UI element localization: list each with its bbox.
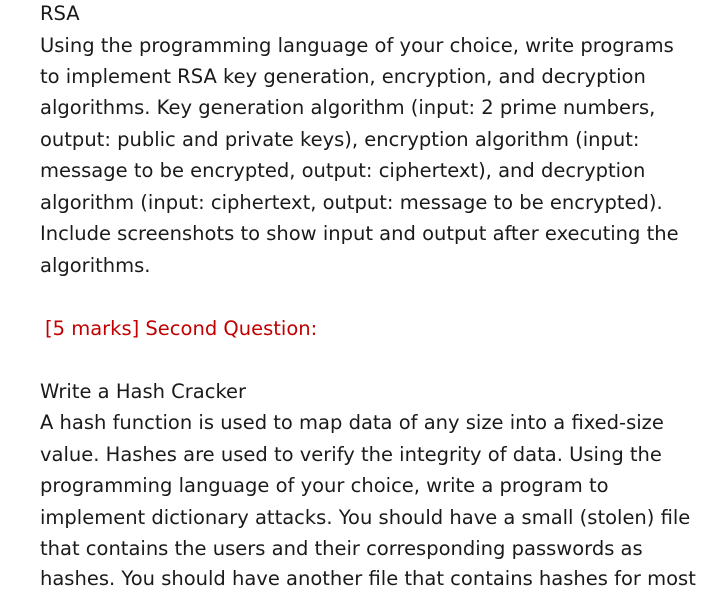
paragraph-line: to implement RSA key generation, encryption, and decryption xyxy=(40,65,646,88)
paragraph-line: Include screenshots to show input and output after executing the xyxy=(40,222,679,245)
paragraph-line: A hash function is used to map data of any size into a fixed-size xyxy=(40,411,664,434)
question-heading: [5 marks] Second Question: xyxy=(45,317,318,340)
paragraph-line: that contains the users and their corresponding passwords as xyxy=(40,537,643,560)
paragraph-line: Using the programming language of your choice, write programs xyxy=(40,34,674,57)
paragraph-line: implement dictionary attacks. You should have a small (stolen) file xyxy=(40,506,691,529)
section-title-rsa: RSA xyxy=(40,2,80,25)
paragraph-line: output: public and private keys), encryption algorithm (input: xyxy=(40,128,640,151)
paragraph-line: algorithms. xyxy=(40,254,151,277)
paragraph-line: message to be encrypted, output: ciphertext), and decryption xyxy=(40,159,646,182)
paragraph-line: value. Hashes are used to verify the integrity of data. Using the xyxy=(40,443,662,466)
paragraph-line-partial: hashes. You should have another file that contains hashes for most xyxy=(40,567,696,590)
section-title-hash-cracker: Write a Hash Cracker xyxy=(40,380,247,403)
paragraph-line: algorithm (input: ciphertext, output: message to be encrypted). xyxy=(40,191,663,214)
paragraph-line: algorithms. Key generation algorithm (input: 2 prime numbers, xyxy=(40,96,656,119)
paragraph-line: programming language of your choice, write a program to xyxy=(40,474,609,497)
